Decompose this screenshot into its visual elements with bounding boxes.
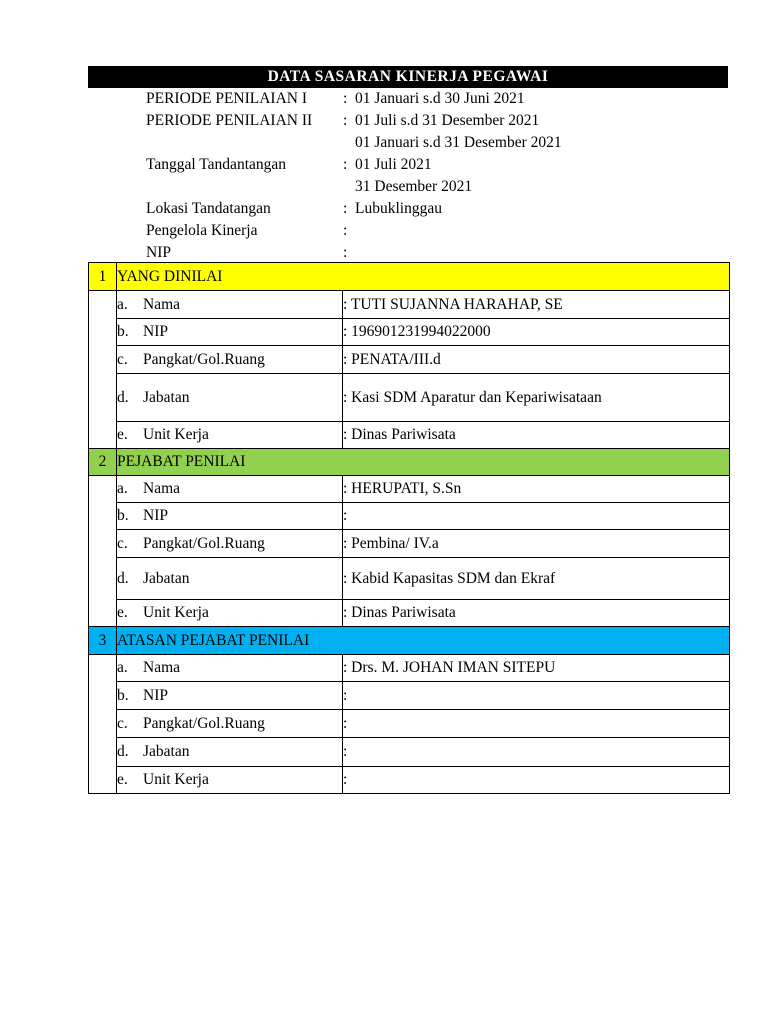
blank-cell (89, 291, 117, 449)
section-number: 2 (89, 449, 117, 476)
field-label: Pangkat/Gol.Ruang (143, 534, 265, 552)
table-row (89, 558, 730, 600)
header-row (0, 220, 768, 242)
field-letter: a. (117, 480, 128, 497)
field-letter: c. (117, 534, 128, 552)
table-row (89, 422, 730, 449)
field-letter: b. (117, 323, 129, 340)
field-value: : Kabid Kapasitas SDM dan Ekraf (343, 558, 730, 600)
table-row (89, 503, 730, 530)
field-letter: e. (117, 426, 128, 443)
section-title: ATASAN PEJABAT PENILAI (117, 627, 730, 655)
field-label: Pangkat/Gol.Ruang (143, 350, 265, 368)
field-letter: a. (117, 295, 128, 313)
header-label: Pengelola Kinerja (146, 222, 258, 239)
field-value: : (343, 682, 730, 710)
header-label: NIP (146, 244, 171, 261)
table-row (89, 710, 730, 738)
field-label-cell (117, 682, 343, 710)
header-colon: : (343, 90, 348, 107)
document-title: DATA SASARAN KINERJA PEGAWAI (88, 66, 728, 88)
field-label-cell (117, 600, 343, 627)
header-label: PERIODE PENILAIAN I (146, 90, 308, 107)
blank-cell (89, 476, 117, 627)
field-value: : Pembina/ IV.a (343, 530, 730, 558)
field-label: NIP (143, 323, 168, 340)
field-label-cell (117, 374, 343, 422)
field-value: : (343, 738, 730, 767)
header-row (0, 154, 768, 176)
header-label: Lokasi Tandatangan (146, 200, 271, 217)
field-label-cell (117, 346, 343, 374)
header-row (0, 110, 768, 132)
section-header-row (89, 449, 730, 476)
header-row (0, 176, 768, 198)
field-letter: c. (117, 350, 128, 368)
table-row (89, 738, 730, 767)
field-label-cell (117, 710, 343, 738)
header-row (0, 242, 768, 264)
field-label-cell (117, 530, 343, 558)
field-value: : PENATA/III.d (343, 346, 730, 374)
section-title: YANG DINILAI (117, 263, 730, 291)
header-value: 01 Juli 2021 (355, 156, 432, 173)
field-label: Nama (143, 295, 181, 313)
field-label: Nama (143, 659, 181, 676)
table-row (89, 530, 730, 558)
field-label-cell (117, 476, 343, 503)
header-label: PERIODE PENILAIAN II (146, 112, 313, 129)
header-colon: : (343, 112, 348, 129)
field-letter: d. (117, 743, 129, 760)
header-value: 01 Juli s.d 31 Desember 2021 (355, 112, 540, 129)
table-row (89, 346, 730, 374)
header-colon: : (343, 244, 348, 261)
field-label-cell (117, 422, 343, 449)
section-number: 1 (89, 263, 117, 291)
field-label-cell (117, 655, 343, 682)
field-label-cell (117, 291, 343, 319)
field-label: Nama (143, 480, 181, 497)
table-row (89, 476, 730, 503)
field-value: : (343, 710, 730, 738)
field-label: Jabatan (143, 388, 190, 406)
field-value: : Drs. M. JOHAN IMAN SITEPU (343, 655, 730, 682)
header-colon: : (343, 156, 348, 173)
table-row (89, 291, 730, 319)
field-label: NIP (143, 686, 168, 704)
header-label: Tanggal Tandantangan (146, 156, 287, 173)
field-label: Pangkat/Gol.Ruang (143, 714, 265, 732)
header-value: 01 Januari s.d 31 Desember 2021 (355, 134, 562, 151)
field-value: : Dinas Pariwisata (343, 600, 730, 627)
field-label-cell (117, 319, 343, 346)
field-label: Unit Kerja (143, 426, 209, 443)
field-letter: d. (117, 569, 129, 587)
field-label-cell (117, 558, 343, 600)
section-number: 3 (89, 627, 117, 655)
field-value: : TUTI SUJANNA HARAHAP, SE (343, 291, 730, 319)
table-row (89, 767, 730, 794)
table-row (89, 655, 730, 682)
assessment-table (88, 262, 730, 794)
field-label-cell (117, 503, 343, 530)
blank-cell (89, 655, 117, 794)
section-header-row (89, 263, 730, 291)
field-label: Jabatan (143, 569, 190, 587)
field-value: : Kasi SDM Aparatur dan Kepariwisataan (343, 374, 730, 422)
header-value: 31 Desember 2021 (355, 178, 473, 195)
field-label: Jabatan (143, 743, 190, 760)
field-letter: d. (117, 388, 129, 406)
table-row (89, 682, 730, 710)
header-colon: : (343, 222, 348, 239)
header-row (0, 132, 768, 154)
header-value: Lubuklinggau (355, 200, 442, 217)
field-value: : (343, 503, 730, 530)
field-letter: a. (117, 659, 128, 676)
field-label: NIP (143, 507, 168, 524)
field-value: : 196901231994022000 (343, 319, 730, 346)
header-row (0, 198, 768, 220)
field-label: Unit Kerja (143, 604, 209, 621)
section-header-row (89, 627, 730, 655)
field-value: : (343, 767, 730, 794)
field-value: : Dinas Pariwisata (343, 422, 730, 449)
section-title: PEJABAT PENILAI (117, 449, 730, 476)
table-row (89, 600, 730, 627)
field-letter: b. (117, 507, 129, 524)
table-row (89, 319, 730, 346)
field-label-cell (117, 767, 343, 794)
header-row (0, 88, 768, 110)
field-letter: e. (117, 771, 128, 788)
field-letter: e. (117, 604, 128, 621)
field-value: : HERUPATI, S.Sn (343, 476, 730, 503)
field-letter: c. (117, 714, 128, 732)
field-label-cell (117, 738, 343, 767)
field-label: Unit Kerja (143, 771, 209, 788)
header-colon: : (343, 200, 348, 217)
table-row (89, 374, 730, 422)
header-value: 01 Januari s.d 30 Juni 2021 (355, 90, 525, 107)
field-letter: b. (117, 686, 129, 704)
